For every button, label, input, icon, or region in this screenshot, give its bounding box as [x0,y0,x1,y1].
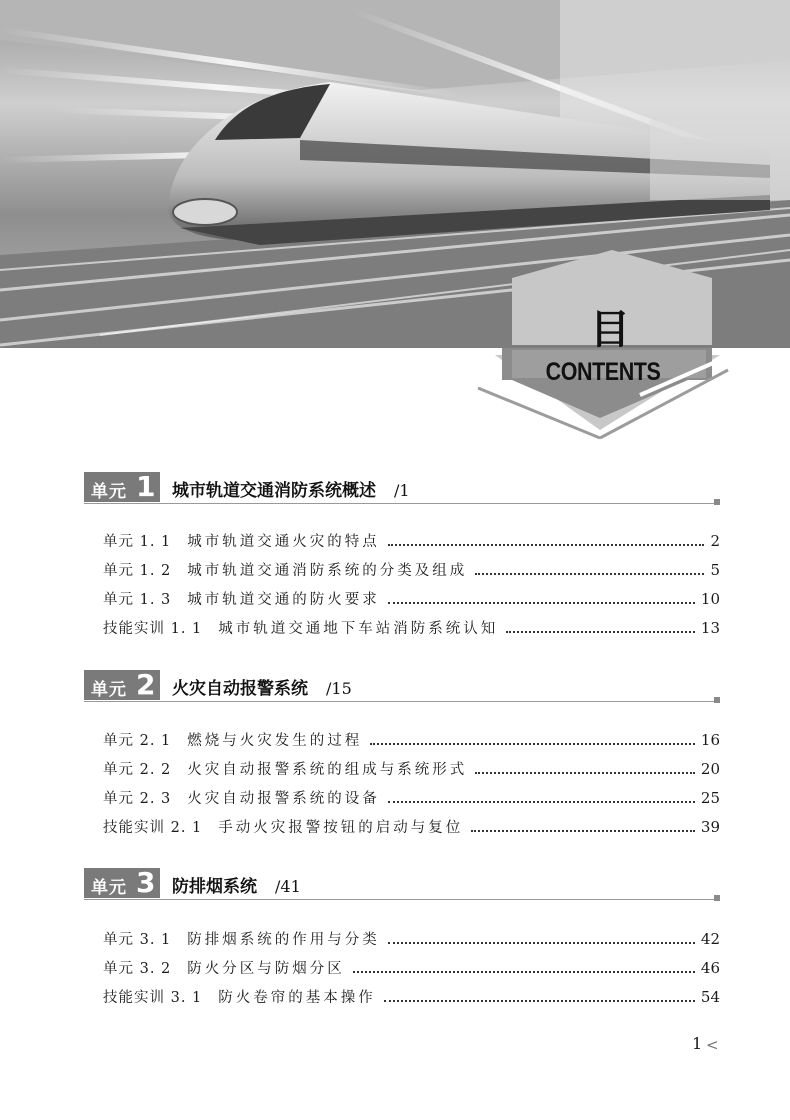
unit-2-list [103,729,720,845]
toc-entry-number: 单元 2. 1 [103,733,172,749]
toc-entry[interactable] [103,986,720,1015]
toc-entry-page: 2 [710,532,720,550]
unit-divider-marker [714,697,720,703]
page-arrow-icon: < [706,1036,719,1054]
unit-1-list [103,530,720,646]
toc-entry[interactable] [103,729,720,758]
toc-entry-number: 单元 3. 2 [103,961,172,977]
dot-leader [388,942,695,944]
unit-3-list [103,928,720,1015]
toc-entry-number: 单元 2. 2 [103,762,172,778]
dot-leader [388,544,705,546]
toc-entry-number: 技能实训 2. 1 [103,820,203,836]
toc-entry-number: 单元 2. 3 [103,791,172,807]
unit-1-heading [84,472,720,508]
unit-divider [84,899,720,900]
dot-leader [370,743,695,745]
unit-title-text: 火灾自动报警系统 [172,679,308,699]
unit-divider-marker [714,895,720,901]
dot-leader [353,971,695,973]
toc-entry-page: 54 [700,988,720,1006]
toc-entry-page: 16 [700,731,720,749]
toc-entry-number: 单元 1. 2 [103,563,172,579]
toc-entry-page: 20 [700,760,720,778]
dot-leader [475,772,695,774]
toc-entry[interactable] [103,758,720,787]
toc-entry-title: 防火分区与防烟分区 [187,961,345,977]
toc-entry-number: 技能实训 3. 1 [103,990,203,1006]
unit-3-heading [84,868,720,904]
toc-entry-number: 单元 1. 3 [103,592,172,608]
toc-entry[interactable] [103,588,720,617]
unit-badge [84,472,160,502]
unit-badge-number: 3 [136,866,156,899]
unit-divider [84,701,720,702]
toc-entry-page: 39 [700,818,720,836]
dot-leader [384,1000,695,1002]
toc-entry[interactable] [103,928,720,957]
toc-entry-page: 46 [700,959,720,977]
dot-leader [388,602,695,604]
toc-entry-title: 防火卷帘的基本操作 [218,990,376,1006]
unit-page: /15 [326,679,352,698]
unit-divider [84,503,720,504]
toc-entry-title: 城市轨道交通消防系统的分类及组成 [187,563,468,579]
unit-title [172,674,352,699]
dot-leader [471,830,695,832]
toc-entry-title: 城市轨道交通的防火要求 [187,592,380,608]
unit-badge-word: 单元 [91,878,127,898]
toc-entry-page: 25 [700,789,720,807]
toc-entry-page: 42 [700,930,720,948]
dot-leader [506,631,695,633]
toc-entry-page: 10 [700,590,720,608]
toc-entry-title: 城市轨道交通地下车站消防系统认知 [218,621,499,637]
train-illustration [0,0,790,348]
unit-page: /41 [275,877,301,896]
toc-entry[interactable] [103,957,720,986]
toc-entry-title: 防排烟系统的作用与分类 [187,932,380,948]
toc-entry-title: 城市轨道交通火灾的特点 [187,534,380,550]
toc-entry[interactable] [103,787,720,816]
page-number: 1 [692,1034,703,1053]
header-banner [0,0,790,348]
toc-entry[interactable] [103,530,720,559]
unit-badge [84,868,160,898]
unit-page: /1 [394,481,410,500]
toc-entry-title: 燃烧与火灾发生的过程 [187,733,363,749]
unit-title-text: 防排烟系统 [172,877,257,897]
unit-badge-number: 1 [136,470,156,503]
dot-leader [388,801,695,803]
unit-title [172,872,301,897]
unit-badge-number: 2 [136,668,156,701]
toc-entry-page: 5 [710,561,720,579]
toc-entry-title: 火灾自动报警系统的组成与系统形式 [187,762,468,778]
unit-divider-marker [714,499,720,505]
toc-entry-number: 技能实训 1. 1 [103,621,203,637]
toc-entry-number: 单元 3. 1 [103,932,172,948]
toc-entry[interactable] [103,559,720,588]
unit-badge-word: 单元 [91,680,127,700]
toc-entry-number: 单元 1. 1 [103,534,172,550]
contents-ribbon [0,340,790,440]
dot-leader [475,573,704,575]
unit-title-text: 城市轨道交通消防系统概述 [172,481,376,501]
unit-2-heading [84,670,720,706]
toc-entry-title: 火灾自动报警系统的设备 [187,791,380,807]
toc-entry-title: 手动火灾报警按钮的启动与复位 [218,820,464,836]
unit-badge [84,670,160,700]
toc-entry[interactable] [103,816,720,845]
unit-badge-word: 单元 [91,482,127,502]
unit-title [172,476,410,501]
toc-entry[interactable] [103,617,720,646]
page-title: 目 [590,307,664,348]
toc-entry-page: 13 [700,619,720,637]
contents-subtitle: CONTENTS [545,358,661,386]
